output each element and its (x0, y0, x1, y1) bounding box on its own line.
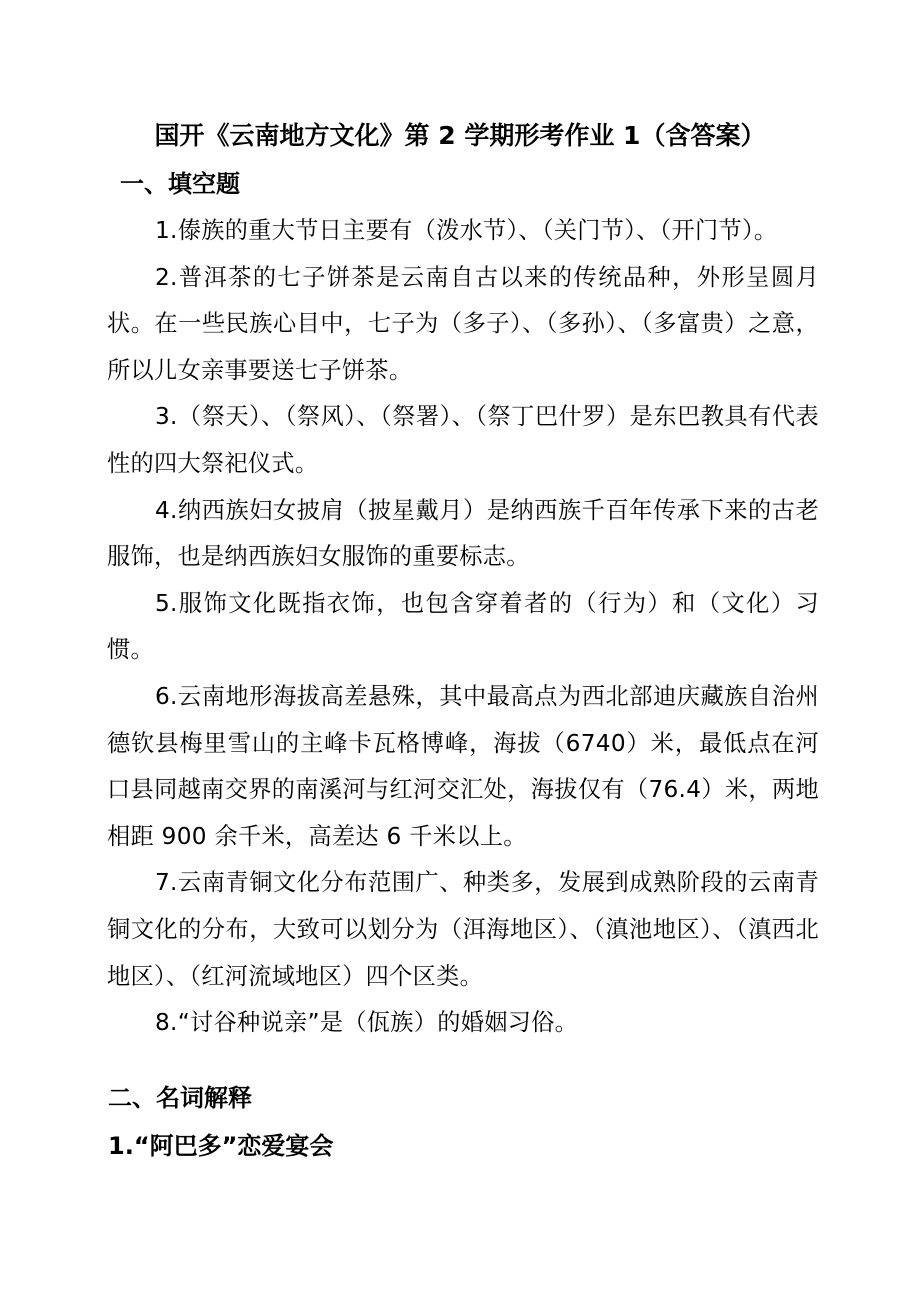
document-title: 国开《云南地方文化》第 2 学期形考作业 1（含答案） (154, 121, 766, 150)
question-item: 3.（祭天）、（祭风）、（祭署）、（祭丁巴什罗）是东巴教具有代表性的四大祭祀仪式。 (107, 403, 819, 477)
question-item: 8.“讨谷种说亲”是（佤族）的婚姻习俗。 (155, 1009, 579, 1037)
question-item: 7.云南青铜文化分布范围广、种类多，发展到成熟阶段的云南青铜文化的分布，大致可以划分为（洱海地区）、（滇池地区）、（滇西北地区）、（红河流域地区）四个区类。 (107, 869, 819, 990)
question-item: 5.服饰文化既指衣饰，也包含穿着者的（行为）和（文化）习惯。 (107, 589, 819, 664)
question-item: 6.云南地形海拔高差悬殊，其中最高点为西北部迪庆藏族自治州德钦县梅里雪山的主峰卡瓦格博峰，海拔（6740）米，最低点在河口县同越南交界的南溪河与红河交汇处，海拔仅有（76.4）米，两地相距 900 余千米，高差达 6 千米以上。 (107, 682, 819, 850)
question-item: 4.纳西族妇女披肩（披星戴月）是纳西族千百年传承下来的古老服饰，也是纳西族妇女服饰的重要标志。 (107, 496, 819, 571)
section-heading-term-explanation: 二、名词解释 (108, 1084, 252, 1112)
section-heading-fill-in-blank: 一、填空题 (120, 170, 240, 198)
question-item: 1.傣族的重大节日主要有（泼水节）、（关门节）、（开门节）。 (155, 217, 778, 244)
fill-in-blank-list (107, 208, 819, 1047)
term-heading: 1.“阿巴多”恋爱宴会 (108, 1132, 334, 1160)
question-item: 2.普洱茶的七子饼茶是云南自古以来的传统品种，外形呈圆月状。在一些民族心目中，七子为（多子）、（多孙）、（多富贵）之意，所以儿女亲事要送七子饼茶。 (107, 263, 819, 384)
